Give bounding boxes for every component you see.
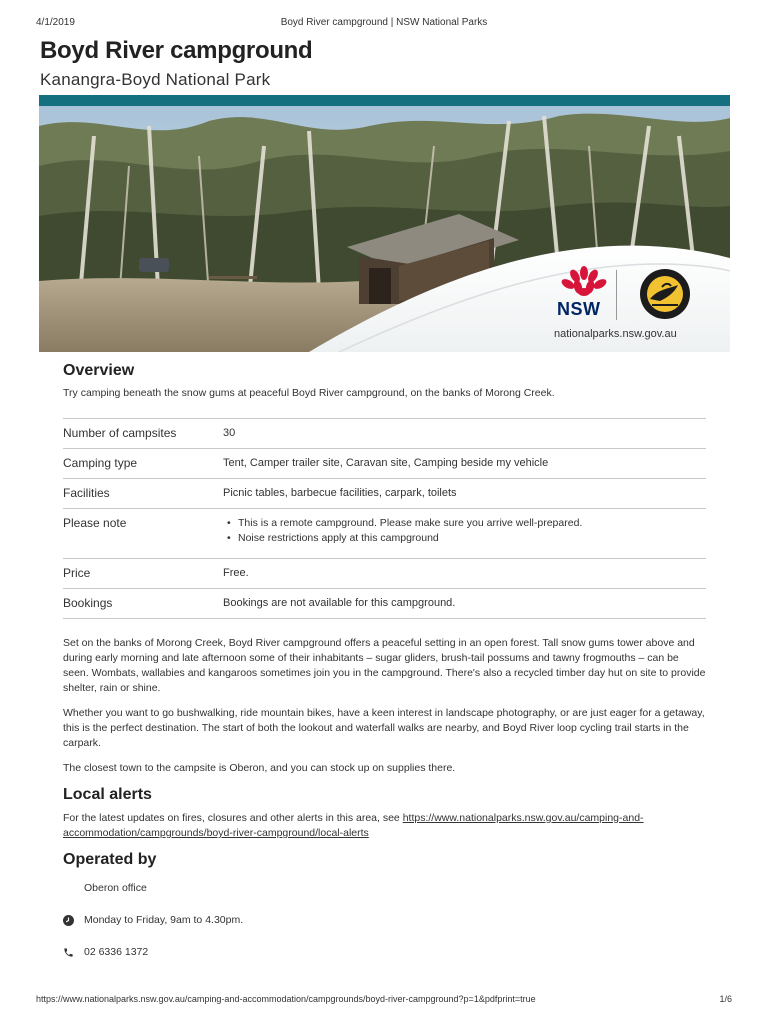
fact-key: Facilities: [63, 479, 223, 509]
opening-hours: [63, 913, 706, 927]
operated-by-heading: Operated by: [63, 851, 157, 868]
clock-icon: [63, 913, 84, 927]
fact-key: Camping type: [63, 449, 223, 479]
table-row: [63, 509, 706, 559]
list-item: • This is a remote campground. Please make sure you arrive well-prepared.: [223, 516, 706, 531]
description-paragraph: The closest town to the campsite is Oberon, and you can stock up on supplies there.: [63, 762, 456, 774]
local-alerts-intro: For the latest updates on fires, closures and other alerts in this area, see: [63, 812, 403, 824]
table-row: [63, 479, 706, 509]
overview-heading: Overview: [63, 362, 135, 379]
table-row: [63, 559, 706, 589]
nationalparks-url: nationalparks.nsw.gov.au: [554, 328, 677, 340]
page-number: 1/6: [719, 994, 732, 1004]
local-alerts-heading: Local alerts: [63, 786, 152, 803]
local-alerts-link[interactable]: https://www.nationalparks.nsw.gov.au/camping-and-accommodation/campgrounds/boyd-river-campground/local-alerts: [63, 812, 644, 839]
fact-value: [223, 509, 706, 559]
fact-key: Bookings: [63, 589, 223, 619]
description-paragraph: Whether you want to go bushwalking, ride mountain bikes, have a keen interest in landscape photography, or are just eager for a getaway, this is the perfect destination. The start of both the lookout and waterfall walks are nearby, and Boyd River loop cycling trail starts in the carpark.: [63, 707, 705, 749]
fact-value: Tent, Camper trailer site, Caravan site, Camping beside my vehicle: [223, 449, 706, 479]
please-note-list: [223, 516, 706, 546]
phone-row: [63, 945, 706, 959]
list-item: • Noise restrictions apply at this campground: [223, 531, 706, 546]
print-url: https://www.nationalparks.nsw.gov.au/camping-and-accommodation/campgrounds/boyd-river-campground?p=1&pdfprint=true: [36, 994, 536, 1004]
hero-accent-bar: [39, 95, 730, 106]
fact-value: Picnic tables, barbecue facilities, carpark, toilets: [223, 479, 706, 509]
hours-text: Monday to Friday, 9am to 4.30pm.: [84, 914, 244, 926]
npws-emblem-icon: [638, 267, 692, 321]
logo-divider: [616, 270, 617, 320]
logo-block: [554, 265, 719, 345]
park-name: Kanangra-Boyd National Park: [40, 70, 271, 89]
fact-key: Price: [63, 559, 223, 589]
fact-value: Bookings are not available for this campground.: [223, 589, 706, 619]
local-alerts-text: [63, 811, 706, 841]
table-row: [63, 419, 706, 449]
table-row: [63, 589, 706, 619]
main-content: [63, 362, 706, 959]
waratah-logo-icon: [554, 265, 614, 299]
phone-icon: [63, 945, 84, 959]
fact-value: 30: [223, 419, 706, 449]
fact-key: Number of campsites: [63, 419, 223, 449]
overview-intro: Try camping beneath the snow gums at peaceful Boyd River campground, on the banks of Morong Creek.: [63, 387, 555, 399]
campground-facts-table: [63, 418, 706, 619]
print-doc-title: Boyd River campground | NSW National Parks: [280, 17, 488, 28]
table-row: [63, 449, 706, 479]
nsw-wordmark: NSW: [557, 299, 601, 319]
description-paragraph: Set on the banks of Morong Creek, Boyd River campground offers a peaceful setting in an open forest. Tall snow gums tower above and during early morning and late afternoon some of their inhabitants – sugar gliders, brush-tail possums and tawny frogmouths – can be seen. Wombats, wallabies and kangaroos sometimes join you in the campground. There's also a recycled timber day hut on site to provide shelter, rain or shine.: [63, 637, 706, 694]
hero-banner: [39, 95, 730, 352]
print-date: 4/1/2019: [36, 17, 75, 28]
phone-number[interactable]: 02 6336 1372: [84, 946, 149, 958]
page-title: Boyd River campground: [40, 37, 313, 64]
fact-value: Free.: [223, 559, 706, 589]
fact-key: Please note: [63, 509, 223, 559]
print-header: [36, 17, 732, 31]
operator-office: [63, 881, 706, 895]
office-name: Oberon office: [84, 882, 147, 894]
